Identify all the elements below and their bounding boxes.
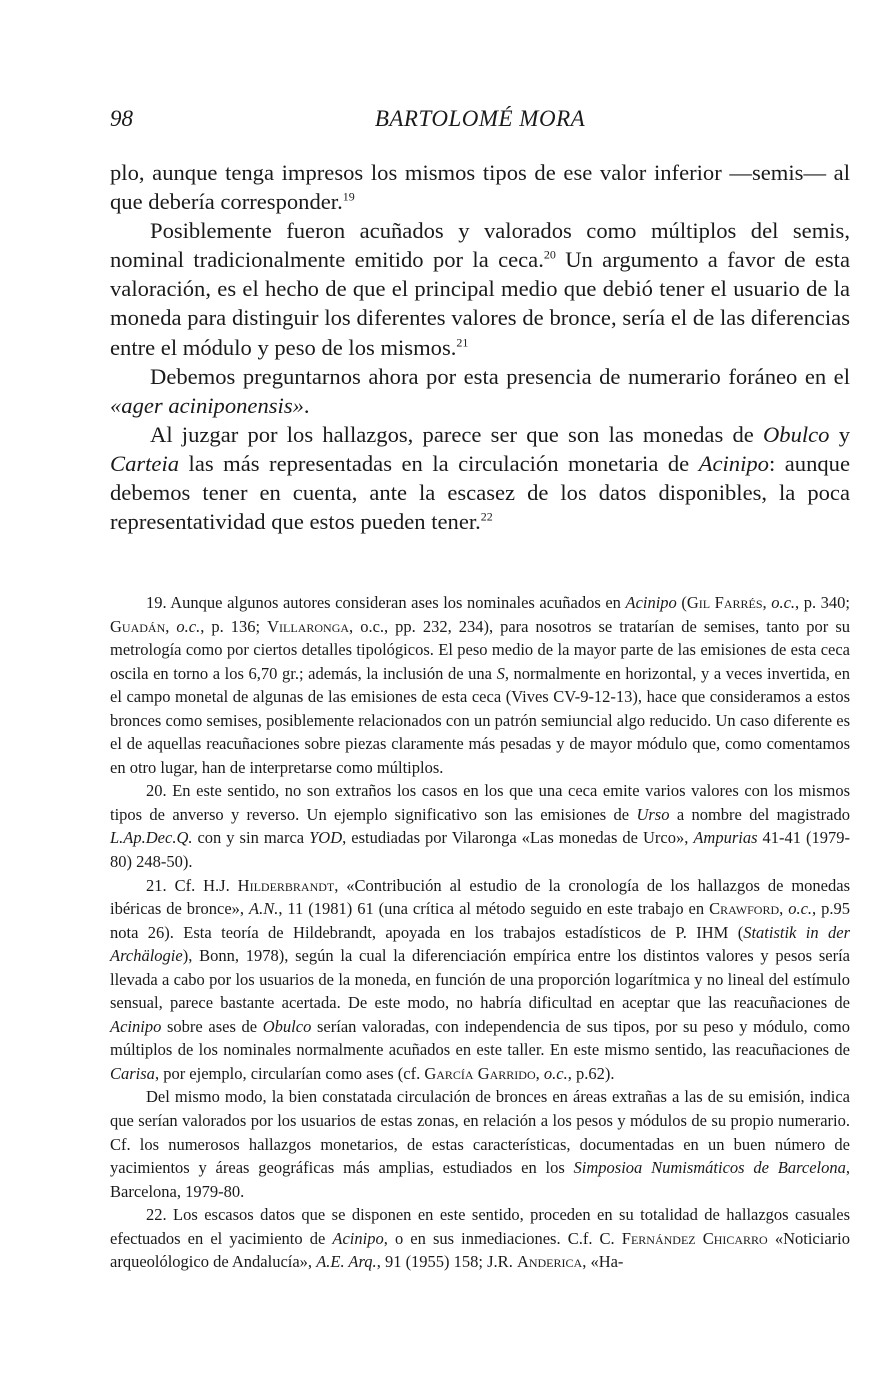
- running-title: BARTOLOMÉ MORA: [374, 106, 586, 131]
- body-paragraph: Posiblemente fueron acuñados y valorados como múltiplos del semis, nominal tradicionalmente emitido por la ceca.$^{20}$ Un argumento a favor de esta valoración, es el hecho de que el principal medio que debió tener el usuario de la moneda para distinguir los diferentes valores de bronce, sería el de las diferencias entre el módulo y peso de los mismos.$^{21}$: [110, 218, 850, 360]
- footnotes: [110, 591, 850, 1274]
- footnote-21: 21. Cf. H.J. Hilderbrandt, «Contribución al estudio de la cronología de los hallazgos de monedas ibéricas de bronce», A.N., 11 (1981) 61 (una crítica al método seguido en este trabajo en Crawford, o.c., p.95 nota 26). Esta teoría de Hildebrandt, apoyada en los trabajos estadísticos de P. IHM (Statistik in der Archälogie), Bonn, 1978), según la cual la diferenciación empírica entre los distintos valores y pesos sería llevada a cabo por los usuarios de la moneda, en función de una proporción logarítmica y no lineal del estímulo sensual, parece bastante acertada. De este modo, no habría dificultad en aceptar que las reacuñaciones de Acinipo sobre ases de Obulco serían valoradas, con independencia de sus tipos, por su peso y módulo, como múltiplos de los nominales normalmente acuñados en este taller. En este mismo sentido, las reacuñaciones de Carisa, por ejemplo, circularían como ases (cf. García Garrido, o.c., p.62).: [110, 875, 850, 1083]
- footnote-21-continued: Del mismo modo, la bien constatada circulación de bronces en áreas extrañas a las de su emisión, indica que serían valorados por los usuarios de estas zonas, en relación a los pesos y módulos de su propio numerario. Cf. los numerosos hallazgos monetarios, de estas características, documentadas en un buen número de yacimientos y áreas geográficas más amplias, estudiados en los Simposioa Numismáticos de Barcelona, Barcelona, 1979-80.: [110, 1087, 851, 1201]
- page-header: [110, 106, 850, 140]
- footnote-ref[interactable]: 22: [480, 509, 493, 524]
- footnote-number: 19.: [146, 593, 167, 612]
- footnote-20: 20. En este sentido, no son extraños los casos en los que una ceca emite varios valores con los mismos tipos de anverso y reverso. Un ejemplo significativo son las emisiones de Urso a nombre del magistrado L.Ap.Dec.Q. con y sin marca YOD, estudiadas por Vilaronga «Las monedas de Urco», Ampurias 41-41 (1979-80) 248-50).: [110, 781, 850, 872]
- footnote-ref[interactable]: 21: [456, 335, 469, 350]
- body-paragraph: Al juzgar por los hallazgos, parece ser que son las monedas de Obulco y Carteia las más representadas en la circulación monetaria de Acinipo: aunque debemos tener en cuenta, ante la escasez de los datos disponibles, la poca representatividad que estos pueden tener.$^{22}$: [110, 421, 850, 535]
- footnote-19: 19. Aunque algunos autores consideran ases los nominales acuñados en Acinipo (Gil Farrés, o.c., p. 340; Guadán, o.c., p. 136; Villaronga, o.c., pp. 232, 234), para nosotros se tratarían de semises, tanto por su metrología como por ciertos detalles tipológicos. El peso medio de la mayor parte de las emisiones de esta ceca oscila en torno a los 6,70 gr.; además, la inclusión de una S, normalmente en horizontal, y a veces invertida, en el campo monetal de algunas de las emisiones de esta ceca (Vives CV-9-12-13), hace que consideramos a estos bronces como semises, posiblemente relacionados con un patrón semiuncial algo reducido. Un caso diferente es el de aquellas reacuñaciones sobre piezas claramente más pesadas y de mayor módulo que, como comentamos en otro lugar, han de interpretarse como múltiplos.: [110, 593, 851, 777]
- footnote-number: 21.: [146, 875, 167, 895]
- footnote-number: 22.: [146, 1205, 167, 1225]
- body-paragraph: Debemos preguntarnos ahora por esta presencia de numerario foráneo en el «ager aciniponensis».: [110, 363, 850, 418]
- page-number: 98: [110, 106, 133, 131]
- main-text: [110, 158, 850, 536]
- body-paragraph: plo, aunque tenga impresos los mismos tipos de ese valor inferior —semis— al que debería corresponder.$^{19}$: [110, 160, 850, 215]
- footnote-ref[interactable]: 20: [543, 247, 556, 262]
- footnote-number: 20.: [146, 781, 167, 801]
- footnote-ref[interactable]: 19: [342, 189, 355, 204]
- footnote-22: 22. Los escasos datos que se disponen en este sentido, proceden en su totalidad de hallazgos casuales efectuados en el yacimiento de Acinipo, o en sus inmediaciones. C.f. C. Fernández Chicarro «Noticiario arqueolólogico de Andalucía», A.E. Arq., 91 (1955) 158; J.R. Anderica, «Ha-: [110, 1205, 850, 1272]
